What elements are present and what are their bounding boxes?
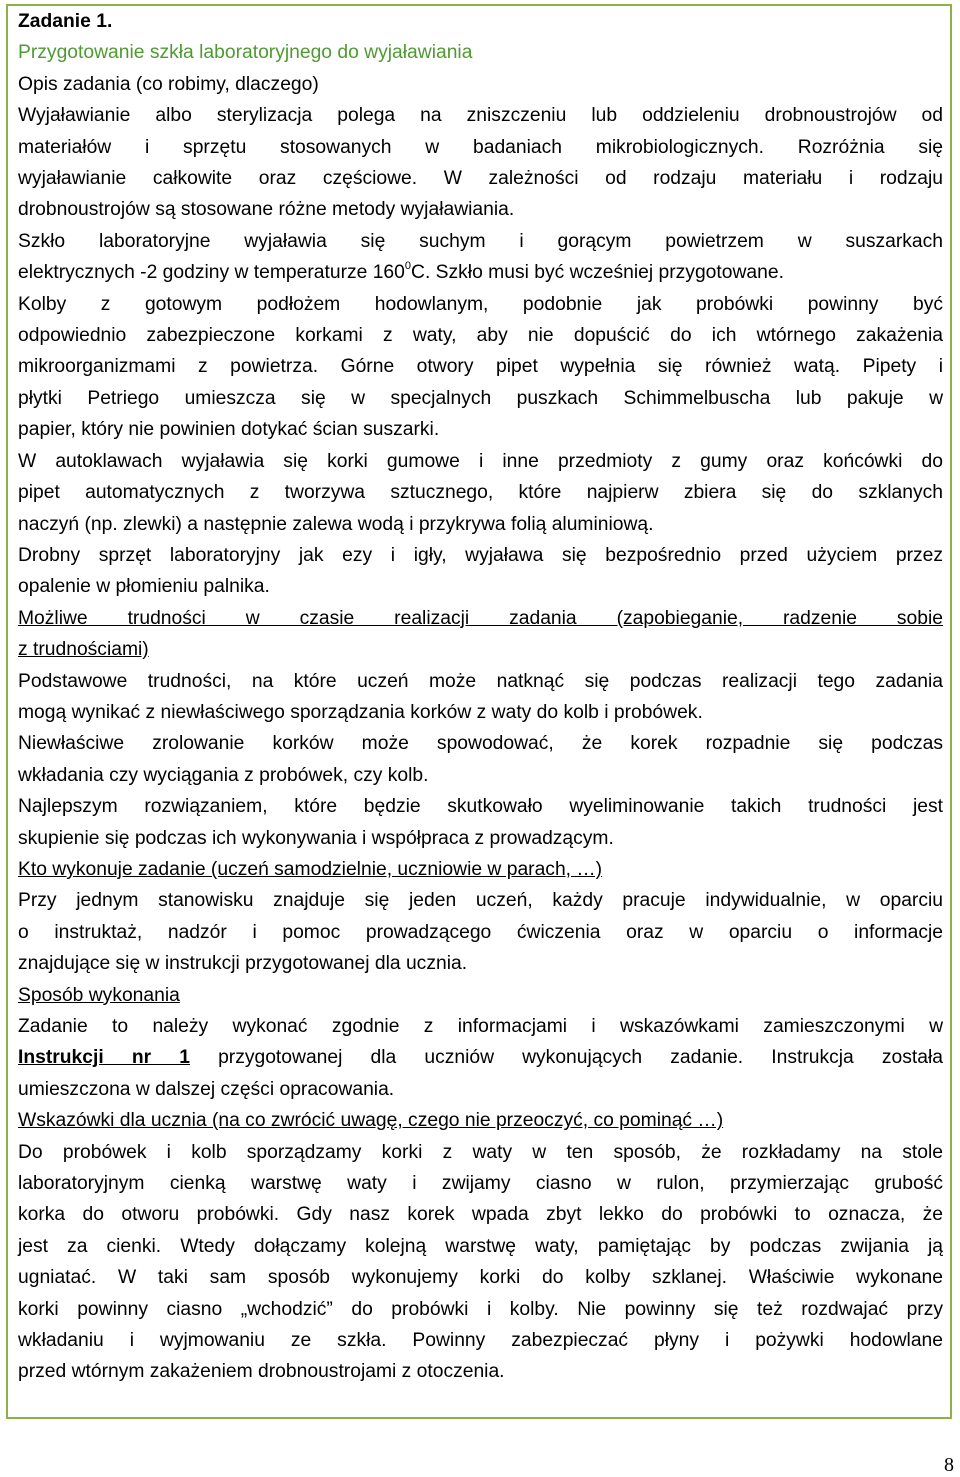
task-subtitle: Przygotowanie szkła laboratoryjnego do wyjaławiania <box>18 42 473 64</box>
paragraph-line: opalenie w płomieniu palnika. <box>18 576 270 598</box>
instruction-reference: Instrukcji nr 1 <box>18 1047 190 1069</box>
hints-heading: Wskazówki dla ucznia (na co zwrócić uwagę, czego nie przeoczyć, co pominąć …) <box>18 1110 724 1132</box>
paragraph-line: znajdujące się w instrukcji przygotowanej dla ucznia. <box>18 953 468 975</box>
paragraph-line: umieszczona w dalszej części opracowania. <box>18 1078 395 1100</box>
temperature-text: elektrycznych -2 godziny w temperaturze 160 <box>18 262 405 284</box>
paragraph-line: Podstawowe trudności, na które uczeń może natknąć się podczas realizacji tego zadania <box>18 670 943 692</box>
paragraph-line: wyjaławianie całkowite oraz częściowe. W zależności od rodzaju materiału i rodzaju <box>18 168 943 190</box>
difficulties-heading-cont: z trudnościami) <box>18 639 149 661</box>
temperature-line <box>18 257 943 288</box>
paragraph-line: wkładania czy wyciągania z probówek, czy kolb. <box>18 764 429 786</box>
paragraph-line: Do probówek i kolb sporządzamy korki z waty w ten sposób, że rozkładamy na stole <box>18 1141 943 1163</box>
paragraph-line: ugniatać. W taki sam sposób wykonujemy korki do kolby szklanej. Właściwie wykonane <box>18 1267 943 1289</box>
paragraph-line: mikroorganizmami z powietrza. Górne otwory pipet wypełnia się również watą. Pipety i <box>18 356 943 378</box>
paragraph-line: materiałów i sprzętu stosowanych w badaniach mikrobiologicznych. Rozróżnia się <box>18 136 943 158</box>
degree-superscript: 0 <box>404 259 412 272</box>
method-heading: Sposób wykonania <box>18 984 180 1006</box>
paragraph-line: Przy jednym stanowisku znajduje się jeden uczeń, każdy pracuje indywidualnie, w oparciu <box>18 890 943 912</box>
paragraph-line: Niewłaściwe zrolowanie korków może spowodować, że korek rozpadnie się podczas <box>18 733 943 755</box>
paragraph-line: pipet automatycznych z tworzywa sztucznego, które najpierw zbiera się do szklanych <box>18 482 943 504</box>
paragraph-line: jest za cienki. Wtedy dołączamy kolejną warstwę waty, pamiętając by podczas zwijania ją <box>18 1235 943 1257</box>
paragraph-line: korka do otworu probówki. Gdy nasz korek wpada zbyt lekko do probówki to oznacza, że <box>18 1204 943 1226</box>
document-body <box>18 6 943 1388</box>
paragraph-line: korki powinny ciasno „wchodzić” do probówki i kolby. Nie powinny się też rozdwajać przy <box>18 1298 943 1320</box>
paragraph-line: odpowiednio zabezpieczone korkami z waty, aby nie dopuścić do ich wtórnego zakażenia <box>18 325 943 347</box>
paragraph-line: Szkło laboratoryjne wyjaławia się suchym i gorącym powietrzem w suszarkach <box>18 230 943 252</box>
paragraph-line: laboratoryjnym cienką warstwę waty i zwijamy ciasno w rulon, przymierzając grubość <box>18 1173 943 1195</box>
paragraph-line: o instruktaż, nadzór i pomoc prowadzącego ćwiczenia oraz w oparciu o informacje <box>18 921 943 943</box>
paragraph-line: drobnoustrojów są stosowane różne metody wyjaławiania. <box>18 199 515 221</box>
method-line-rest: przygotowanej dla uczniów wykonujących zadanie. Instrukcja została <box>189 1047 943 1069</box>
paragraph-line: przed wtórnym zakażeniem drobnoustrojami z otoczenia. <box>18 1361 505 1383</box>
paragraph-line: Kolby z gotowym podłożem hodowlanym, podobnie jak probówki powinny być <box>18 293 943 315</box>
paragraph-line: Drobny sprzęt laboratoryjny jak ezy i igły, wyjaława się bezpośrednio przed użyciem przez <box>18 544 943 566</box>
paragraph-line: skupienie się podczas ich wykonywania i współpraca z prowadzącym. <box>18 827 614 849</box>
paragraph-line: wkładaniu i wyjmowaniu ze szkła. Powinny zabezpieczać płyny i pożywki hodowlane <box>18 1330 943 1352</box>
description-heading: Opis zadania (co robimy, dlaczego) <box>18 73 319 95</box>
method-instruction-line <box>18 1042 943 1073</box>
paragraph-line: płytki Petriego umieszcza się w specjalnych puszkach Schimmelbuscha lub pakuje w <box>18 387 943 409</box>
difficulties-heading: Możliwe trudności w czasie realizacji zadania (zapobieganie, radzenie sobie <box>18 607 943 629</box>
paragraph-line: naczyń (np. zlewki) a następnie zalewa wodą i przykrywa folią aluminiową. <box>18 513 654 535</box>
task-title: Zadanie 1. <box>18 11 113 32</box>
paragraph-line: Najlepszym rozwiązaniem, które będzie skutkowało wyeliminowanie takich trudności jest <box>18 796 943 818</box>
paragraph-line: papier, który nie powinien dotykać ścian suszarki. <box>18 419 440 441</box>
temperature-text-after: C. Szkło musi być wcześniej przygotowane. <box>411 262 784 284</box>
page-number: 8 <box>944 1454 954 1476</box>
paragraph-line: Wyjaławianie albo sterylizacja polega na zniszczeniu lub oddzieleniu drobnoustrojów od <box>18 105 943 127</box>
paragraph-line: mogą wynikać z niewłaściwego sporządzania korków z waty do kolb i probówek. <box>18 701 703 723</box>
who-heading: Kto wykonuje zadanie (uczeń samodzielnie, uczniowie w parach, …) <box>18 858 603 880</box>
paragraph-line: Zadanie to należy wykonać zgodnie z informacjami i wskazówkami zamieszczonymi w <box>18 1016 943 1037</box>
paragraph-line: W autoklawach wyjaławia się korki gumowe i inne przedmioty z gumy oraz końcówki do <box>18 450 943 472</box>
